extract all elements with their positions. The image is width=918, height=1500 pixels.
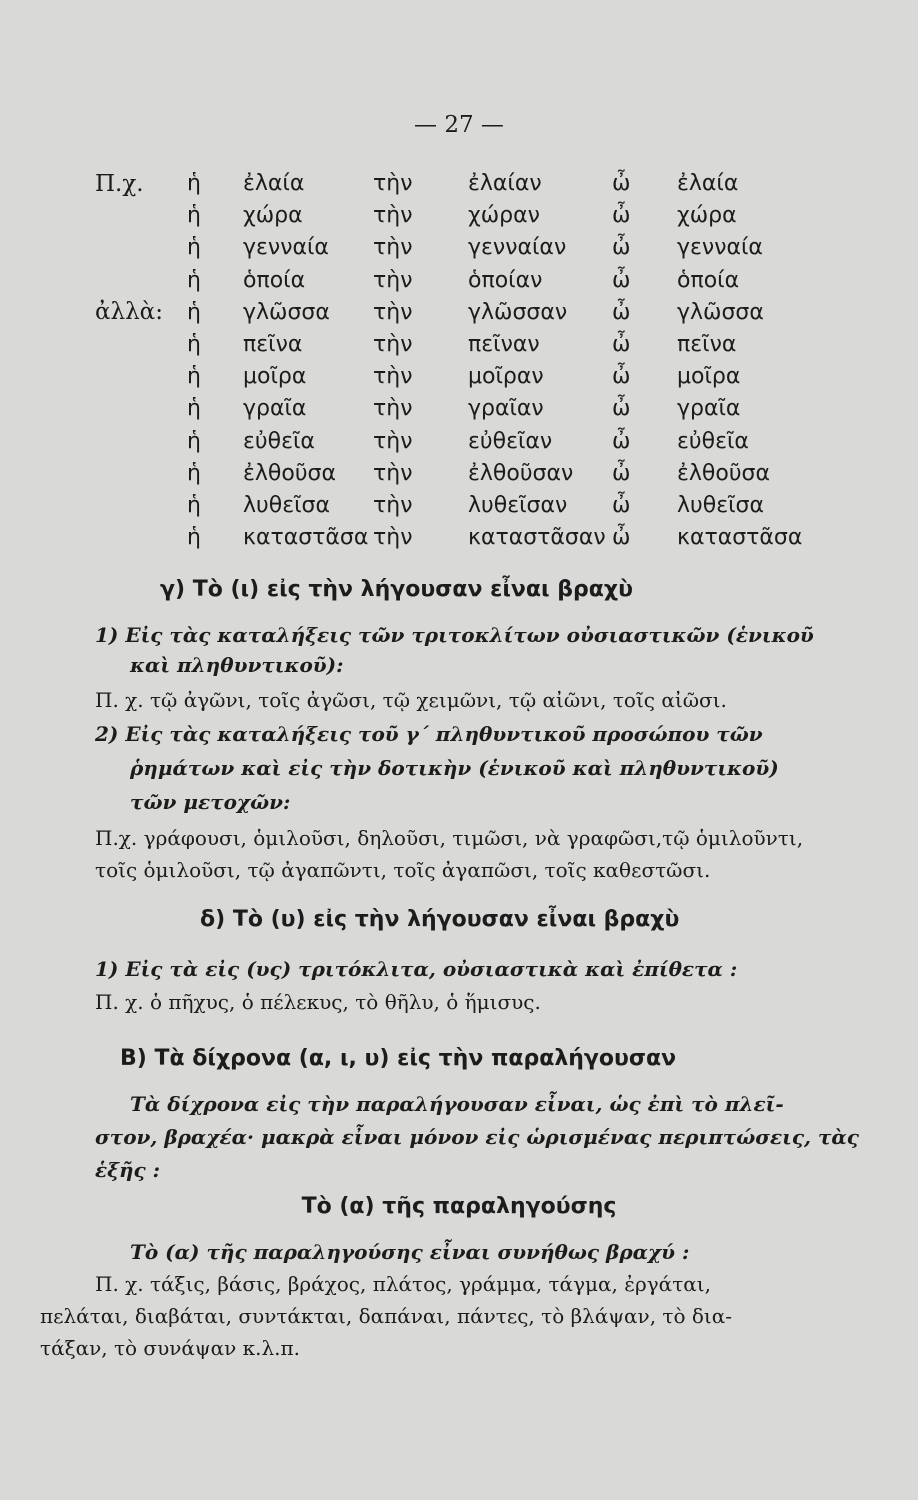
table-cell-accusative: εὐθεῖαν: [468, 429, 553, 454]
paragraph-b-line2: στον, βραχέα· μακρὰ εἶναι μόνον εἰς ὡρισμένας περιπτώσεις, τὰς: [95, 1125, 859, 1149]
table-cell-nom-article: ἡ: [187, 493, 201, 518]
table-cell-acc-article: τὴν: [373, 493, 413, 518]
table-cell-voc-particle: ὦ: [612, 364, 631, 389]
table-cell-nominative: ἐλαία: [243, 171, 305, 196]
table-cell-nominative: πεῖνα: [243, 332, 303, 357]
paragraph-b-line3: ἑξῆς :: [95, 1158, 161, 1182]
table-cell-voc-particle: ὦ: [612, 235, 631, 260]
table-cell-nominative: μοῖρα: [243, 364, 307, 389]
example-g1: Π. χ. τῷ ἀγῶνι, τοῖς ἀγῶσι, τῷ χειμῶνι, τῷ αἰῶνι, τοῖς αἰῶσι.: [95, 688, 727, 712]
heading-delta: δ) Τὸ (υ) εἰς τὴν λήγουσαν εἶναι βραχὺ: [200, 907, 680, 932]
table-label-but: ἀλλὰ:: [95, 299, 163, 325]
heading-gamma: γ) Τὸ (ι) εἰς τὴν λήγουσαν εἶναι βραχὺ: [160, 577, 633, 602]
table-cell-nom-article: ἡ: [187, 525, 201, 550]
table-cell-nominative: καταστᾶσα: [243, 525, 369, 550]
table-cell-accusative: καταστᾶσαν: [468, 525, 606, 550]
table-cell-accusative: ὁποίαν: [468, 268, 543, 293]
table-cell-nominative: γλῶσσα: [243, 300, 330, 325]
table-cell-voc-particle: ὦ: [612, 429, 631, 454]
example-alpha-line3: τάξαν, τὸ συνάψαν κ.λ.π.: [40, 1336, 300, 1360]
table-cell-nominative: εὐθεῖα: [243, 429, 315, 454]
rule-d1: 1) Εἰς τὰ εἰς (υς) τριτόκλιτα, οὐσιαστικὰ καὶ ἐπίθετα :: [95, 957, 738, 981]
table-cell-nom-article: ἡ: [187, 396, 201, 421]
table-cell-nominative: λυθεῖσα: [243, 493, 330, 518]
table-cell-nom-article: ἡ: [187, 235, 201, 260]
example-g2-line1: Π.χ. γράφουσι, ὁμιλοῦσι, δηλοῦσι, τιμῶσι, νὰ γραφῶσι,τῷ ὁμιλοῦντι,: [95, 826, 804, 850]
rule-g2-line1: 2) Εἰς τὰς καταλήξεις τοῦ γ΄ πληθυντικοῦ προσώπου τῶν: [95, 722, 763, 746]
table-cell-accusative: χώραν: [468, 203, 540, 228]
example-d1: Π. χ. ὁ πῆχυς, ὁ πέλεκυς, τὸ θῆλυ, ὁ ἥμισυς.: [95, 990, 541, 1014]
table-cell-voc-particle: ὦ: [612, 493, 631, 518]
table-cell-acc-article: τὴν: [373, 461, 413, 486]
table-cell-accusative: γενναίαν: [468, 235, 567, 260]
rule-g2-line3: τῶν μετοχῶν:: [130, 790, 291, 814]
table-cell-voc-particle: ὦ: [612, 203, 631, 228]
table-cell-voc-particle: ὦ: [612, 171, 631, 196]
table-cell-nom-article: ἡ: [187, 268, 201, 293]
table-cell-nom-article: ἡ: [187, 364, 201, 389]
table-cell-acc-article: τὴν: [373, 364, 413, 389]
table-cell-voc-particle: ὦ: [612, 332, 631, 357]
table-cell-acc-article: τὴν: [373, 300, 413, 325]
table-cell-nom-article: ἡ: [187, 461, 201, 486]
table-cell-acc-article: τὴν: [373, 203, 413, 228]
table-cell-acc-article: τὴν: [373, 171, 413, 196]
table-cell-vocative: εὐθεῖα: [677, 429, 749, 454]
table-cell-acc-article: τὴν: [373, 525, 413, 550]
rule-g1-line1: 1) Εἰς τὰς καταλήξεις τῶν τριτοκλίτων οὐσιαστικῶν (ἑνικοῦ: [95, 623, 814, 647]
table-label-example: Π.χ.: [95, 171, 144, 197]
table-cell-vocative: πεῖνα: [677, 332, 737, 357]
table-cell-voc-particle: ὦ: [612, 268, 631, 293]
table-cell-nom-article: ἡ: [187, 300, 201, 325]
table-cell-nominative: γενναία: [243, 235, 329, 260]
table-cell-accusative: γλῶσσαν: [468, 300, 568, 325]
example-alpha-line1: Π. χ. τάξις, βάσις, βράχος, πλάτος, γράμμα, τάγμα, ἐργάται,: [95, 1272, 711, 1296]
table-cell-acc-article: τὴν: [373, 429, 413, 454]
table-cell-vocative: μοῖρα: [677, 364, 741, 389]
table-cell-acc-article: τὴν: [373, 235, 413, 260]
table-cell-nom-article: ἡ: [187, 203, 201, 228]
rule-alpha: Τὸ (α) τῆς παραληγούσης εἶναι συνήθως βραχύ :: [130, 1240, 690, 1264]
table-cell-acc-article: τὴν: [373, 268, 413, 293]
table-cell-nominative: γραῖα: [243, 396, 307, 421]
table-cell-accusative: ἐλαίαν: [468, 171, 542, 196]
table-cell-nom-article: ἡ: [187, 332, 201, 357]
table-cell-vocative: γλῶσσα: [677, 300, 764, 325]
heading-b: Β) Τὰ δίχρονα (α, ι, υ) εἰς τὴν παραλήγουσαν: [120, 1046, 677, 1071]
table-cell-vocative: καταστᾶσα: [677, 525, 803, 550]
table-cell-voc-particle: ὦ: [612, 300, 631, 325]
paragraph-b-line1: Τὰ δίχρονα εἰς τὴν παραλήγουσαν εἶναι, ὡς ἐπὶ τὸ πλεῖ-: [130, 1092, 784, 1116]
table-cell-vocative: ἐλθοῦσα: [677, 461, 771, 486]
table-cell-voc-particle: ὦ: [612, 461, 631, 486]
rule-g2-line2: ῥημάτων καὶ εἰς τὴν δοτικὴν (ἑνικοῦ καὶ πληθυντικοῦ): [130, 756, 779, 780]
table-cell-vocative: ὁποία: [677, 268, 740, 293]
table-cell-accusative: ἐλθοῦσαν: [468, 461, 574, 486]
table-cell-acc-article: τὴν: [373, 332, 413, 357]
example-g2-line2: τοῖς ὁμιλοῦσι, τῷ ἀγαπῶντι, τοῖς ἀγαπῶσι, τοῖς καθεστῶσι.: [95, 858, 711, 882]
table-cell-nom-article: ἡ: [187, 429, 201, 454]
table-cell-vocative: γραῖα: [677, 396, 741, 421]
page-number: — 27 —: [414, 112, 504, 138]
table-cell-accusative: γραῖαν: [468, 396, 544, 421]
table-cell-voc-particle: ὦ: [612, 525, 631, 550]
table-cell-vocative: γενναία: [677, 235, 763, 260]
table-cell-acc-article: τὴν: [373, 396, 413, 421]
table-cell-nominative: ὁποία: [243, 268, 306, 293]
table-cell-nom-article: ἡ: [187, 171, 201, 196]
table-cell-nominative: ἐλθοῦσα: [243, 461, 337, 486]
heading-alpha: Τὸ (α) τῆς παραληγούσης: [301, 1194, 617, 1219]
example-alpha-line2: πελάται, διαβάται, συντάκται, δαπάναι, πάντες, τὸ βλάψαν, τὸ δια-: [40, 1304, 733, 1328]
table-cell-vocative: λυθεῖσα: [677, 493, 764, 518]
table-cell-vocative: χώρα: [677, 203, 737, 228]
table-cell-accusative: πεῖναν: [468, 332, 540, 357]
table-cell-accusative: μοῖραν: [468, 364, 544, 389]
rule-g1-line2: καὶ πληθυντικοῦ):: [130, 653, 344, 677]
table-cell-vocative: ἐλαία: [677, 171, 739, 196]
table-cell-voc-particle: ὦ: [612, 396, 631, 421]
table-cell-accusative: λυθεῖσαν: [468, 493, 568, 518]
table-cell-nominative: χώρα: [243, 203, 303, 228]
